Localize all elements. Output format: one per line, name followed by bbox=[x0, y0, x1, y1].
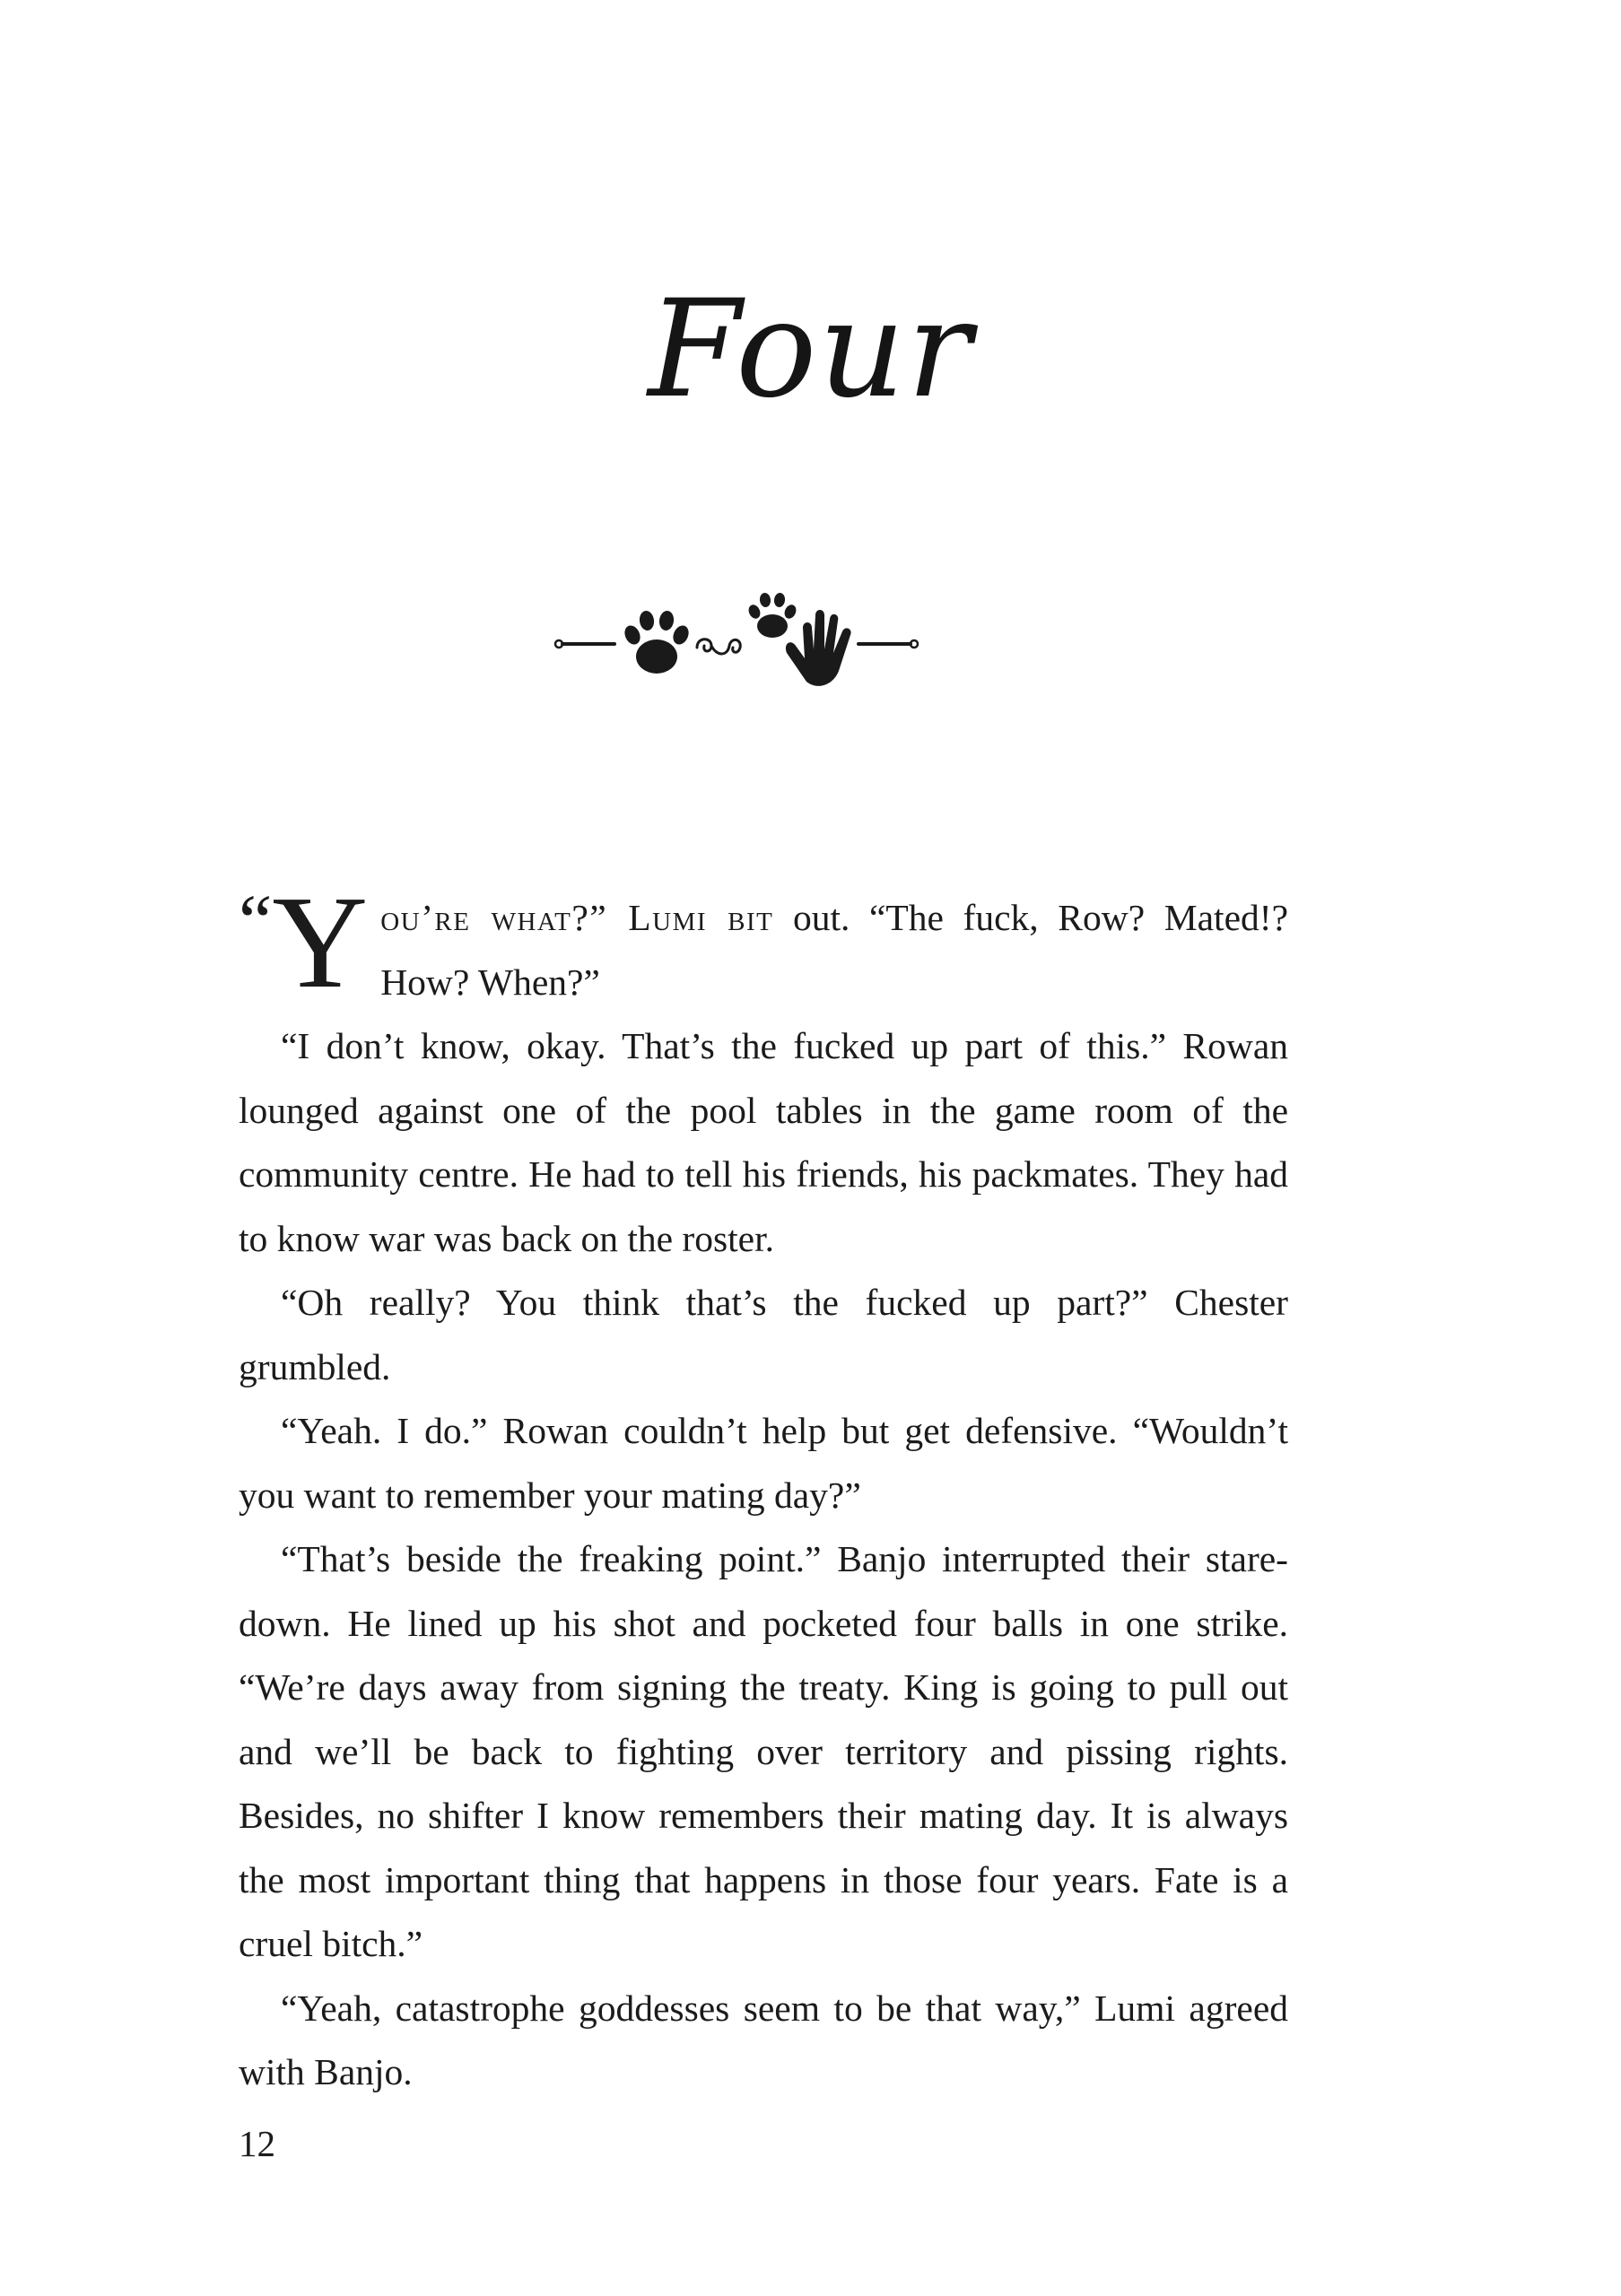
chapter-ornament bbox=[552, 574, 964, 691]
paragraph: “I don’t know, okay. That’s the fucked up part of this.” Rowan lounged against one of the pool tables in the game room of the community centre. He had to tell his friends, his packmates. They had to know war was back on the roster. bbox=[239, 1025, 1288, 1259]
drop-cap-letter: Y bbox=[272, 869, 369, 1016]
drop-cap bbox=[239, 869, 369, 1016]
paragraph-text: out. “The fuck, Row? Mated!? How? When?” bbox=[380, 897, 1288, 1003]
chapter-body bbox=[239, 869, 1288, 2105]
paragraph-opening bbox=[239, 869, 1288, 1016]
chapter-title: Four bbox=[648, 272, 973, 428]
right-flourish-line bbox=[858, 640, 918, 648]
small-caps-lead-in: ou’re what?” Lumi bit bbox=[380, 897, 774, 938]
paragraph: “Yeah, catastrophe goddesses seem to be that way,” Lumi agreed with Banjo. bbox=[239, 1987, 1288, 2092]
paw-print-icon bbox=[622, 610, 692, 674]
left-flourish-line bbox=[555, 640, 614, 648]
swirl-icon bbox=[697, 639, 740, 654]
paragraph: “Oh really? You think that’s the fucked up part?” Chester grumbled. bbox=[239, 1282, 1288, 1387]
paragraph: “Yeah. I do.” Rowan couldn’t help but get defensive. “Wouldn’t you want to remember your mating day?” bbox=[239, 1410, 1288, 1516]
paw-print-icon bbox=[746, 592, 798, 638]
hand-print-icon bbox=[786, 610, 851, 686]
drop-cap-quote: “ bbox=[239, 880, 273, 963]
paragraph: “That’s beside the freaking point.” Banjo interrupted their stare-down. He lined up his shot and pocketed four balls in one strike. “We’re days away from signing the treaty. King is going to pull out and we’ll be back to fighting over territory and pissing rights. Besides, no shifter I know remembers their mating day. It is always the most important thing that happens in those four years. Fate is a cruel bitch.” bbox=[239, 1538, 1288, 1964]
page-number: 12 bbox=[239, 2123, 275, 2164]
